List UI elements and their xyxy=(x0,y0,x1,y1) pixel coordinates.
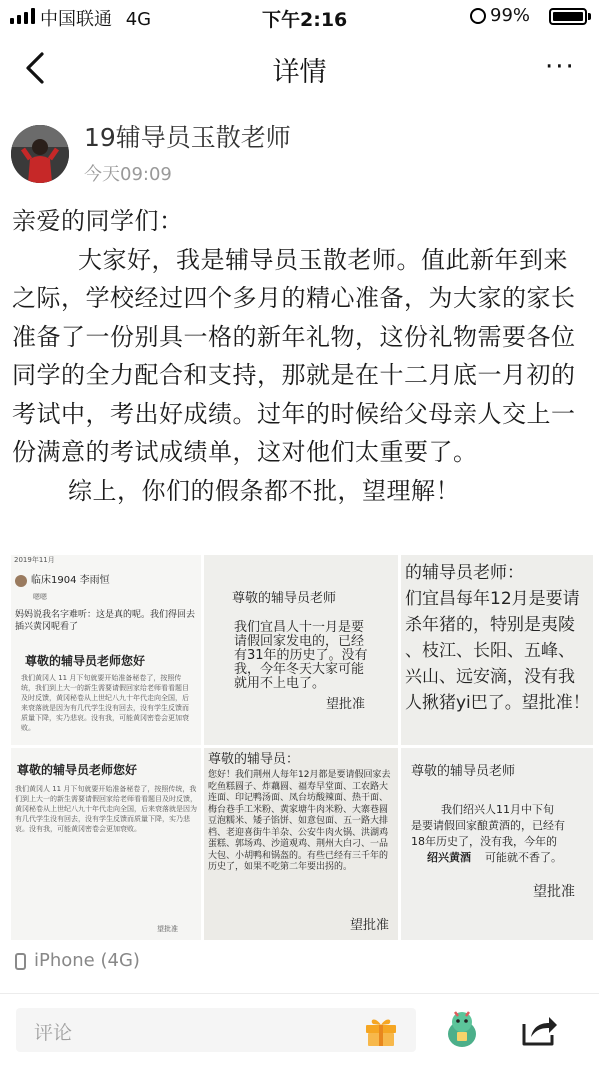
battery-percentage: 99% xyxy=(490,5,531,26)
comment-input[interactable] xyxy=(16,1008,416,1052)
img3-line1: 的辅导员老师： xyxy=(405,563,524,583)
img3-line4: 、枝江、长阳、五峰、 xyxy=(405,641,575,661)
img1-reply: 嗯嗯 xyxy=(33,593,47,601)
share-icon xyxy=(521,1013,559,1047)
post-conclusion: 综上，你们的假条都不批，望理解！ xyxy=(68,476,460,505)
gift-button[interactable] xyxy=(363,1012,399,1048)
img1-date: 2019年11月 xyxy=(14,556,55,564)
img6-body1: 我们绍兴人11月中下旬 xyxy=(441,803,554,816)
signal-icon xyxy=(10,8,35,24)
post-source: iPhone (4G) xyxy=(34,950,140,971)
img6-highlight: 绍兴黄酒 xyxy=(427,851,471,864)
gift-icon xyxy=(363,1012,399,1048)
bottom-divider xyxy=(0,993,599,994)
battery-tip xyxy=(588,13,591,20)
page-title: 详情 xyxy=(272,57,327,88)
img6-body3: 18年历史了，没有我，今年的 xyxy=(411,835,557,848)
post-body: 大家好，我是辅导员玉散老师。值此新年到来之际，学校经过四个多月的精心准备，为大家的家长准备了一份别具一格的新年礼物，这份礼物需要各位同学的全力配合和支持，那就是在十二月底一月初的考试中，考出好成绩。过年的时候给父母亲人交上一份满意的考试成绩单，这对他们太重要了。 xyxy=(12,245,576,466)
img1-user-avatar xyxy=(15,575,27,587)
img2-heading: 尊敬的辅导员老师 xyxy=(232,591,337,606)
phone-icon xyxy=(15,953,26,970)
post-image-5[interactable] xyxy=(204,748,398,940)
battery-icon xyxy=(549,8,587,25)
post-image-3[interactable] xyxy=(401,555,593,745)
img4-heading: 尊敬的辅导员老师您好 xyxy=(17,763,138,777)
post-image-6[interactable] xyxy=(401,748,593,940)
img5-heading: 尊敬的辅导员： xyxy=(208,752,300,767)
img1-user: 临床1904 李雨恒 xyxy=(31,575,110,586)
sticker-button[interactable] xyxy=(443,1006,481,1050)
img6-sign: 望批准 xyxy=(533,884,575,900)
comment-placeholder: 评论 xyxy=(34,1022,73,1044)
img4-sign: 望批准 xyxy=(157,925,178,933)
post-image-4[interactable] xyxy=(11,748,201,940)
post-greeting: 亲爱的同学们： xyxy=(12,207,184,235)
img3-line5: 兴山、远安滴，没有我 xyxy=(405,667,575,687)
status-bar xyxy=(0,0,599,34)
img1-quote: 妈妈说我名字难听：这是真的呢。我们得回去插兴黄冈呢看了 xyxy=(15,610,196,632)
author-name[interactable]: 19辅导员玉散老师 xyxy=(84,123,291,152)
rotation-lock-icon xyxy=(470,8,486,24)
post-image-1[interactable] xyxy=(11,555,201,745)
img5-body: 您好！我们荆州人每年12月都是要请假回家去吃鱼糕圆子、炸藕圆、福寿早堂面、工农路大连面、印记鸭汤面、凤台坊酸辣面、热干面、梅台巷手工米粉、黄家塘牛肉米粉、大寨巷圆豆泡糯米、矮子馅饼、如意包面、五一路大排档、老迎喜街牛羊杂、公安牛肉火锅、洪湖鸡蛋糕、郭场鸡、沙道观鸡、荆州大白刁、一品大包、小胡鸭和锅盔的。有些已经有三千年的历史了，如果不吃第二年要出拐的。 xyxy=(208,770,391,872)
img2-sign: 望批准 xyxy=(326,697,366,712)
img1-body: 我们黄冈人 11 月下旬就要开始准备秘卷了，按照传统，我们到上大一的新生需要请假回家给老师看看题目及时反馈，黄冈秘卷从上世纪八九十年代走向全国，后来衰落就是因为有几代学生没有回去，没有学生反馈而质量下降，实乃悲哀。没有我，可能黄冈密卷会更加衰败。 xyxy=(21,674,189,732)
img3-line3: 杀年猪的，特别是夷陵 xyxy=(405,615,575,635)
avatar[interactable] xyxy=(11,125,69,183)
image-grid xyxy=(11,555,593,940)
img1-heading: 尊敬的辅导员老师您好 xyxy=(25,654,146,668)
img5-sign: 望批准 xyxy=(350,918,390,933)
post-content xyxy=(12,202,590,510)
status-time: 下午2:16 xyxy=(262,9,348,31)
img6-body2: 是要请假回家酿黄酒的，已经有 xyxy=(411,819,565,832)
carrier-label: 中国联通 4G xyxy=(40,9,152,30)
more-options-button[interactable]: ··· xyxy=(545,52,576,82)
sticker-icon xyxy=(443,1006,481,1050)
share-button[interactable] xyxy=(521,1013,559,1047)
img3-line2: 们宜昌每年12月是要请 xyxy=(405,589,580,609)
img6-heading: 尊敬的辅导员老师 xyxy=(411,764,516,779)
post-image-2[interactable] xyxy=(204,555,398,745)
post-time: 今天09:09 xyxy=(84,164,172,185)
img2-body: 我们宜昌人十一月是要请假回家发电的，已经有31年的历史了。没有我，今年冬天大家可能就用不上电了。 xyxy=(234,620,368,691)
img4-body: 我们黄冈人 11 月下旬就要开始准备秘卷了，按照传统，我们到上大一的新生需要请假回家给老师看看题目及时反馈，黄冈秘卷从上世纪八九十年代走向全国，后来衰落就是因为有几代学生没有回去，没有学生反馈而质量下降，实乃悲哀。没有我，可能黄冈密卷会更加衰败。 xyxy=(15,785,197,833)
img6-body4: 可能就不香了。 xyxy=(485,851,562,864)
img3-line6: 人揪猪yi巴了。望批准！ xyxy=(405,693,590,713)
avatar-image xyxy=(11,125,69,183)
